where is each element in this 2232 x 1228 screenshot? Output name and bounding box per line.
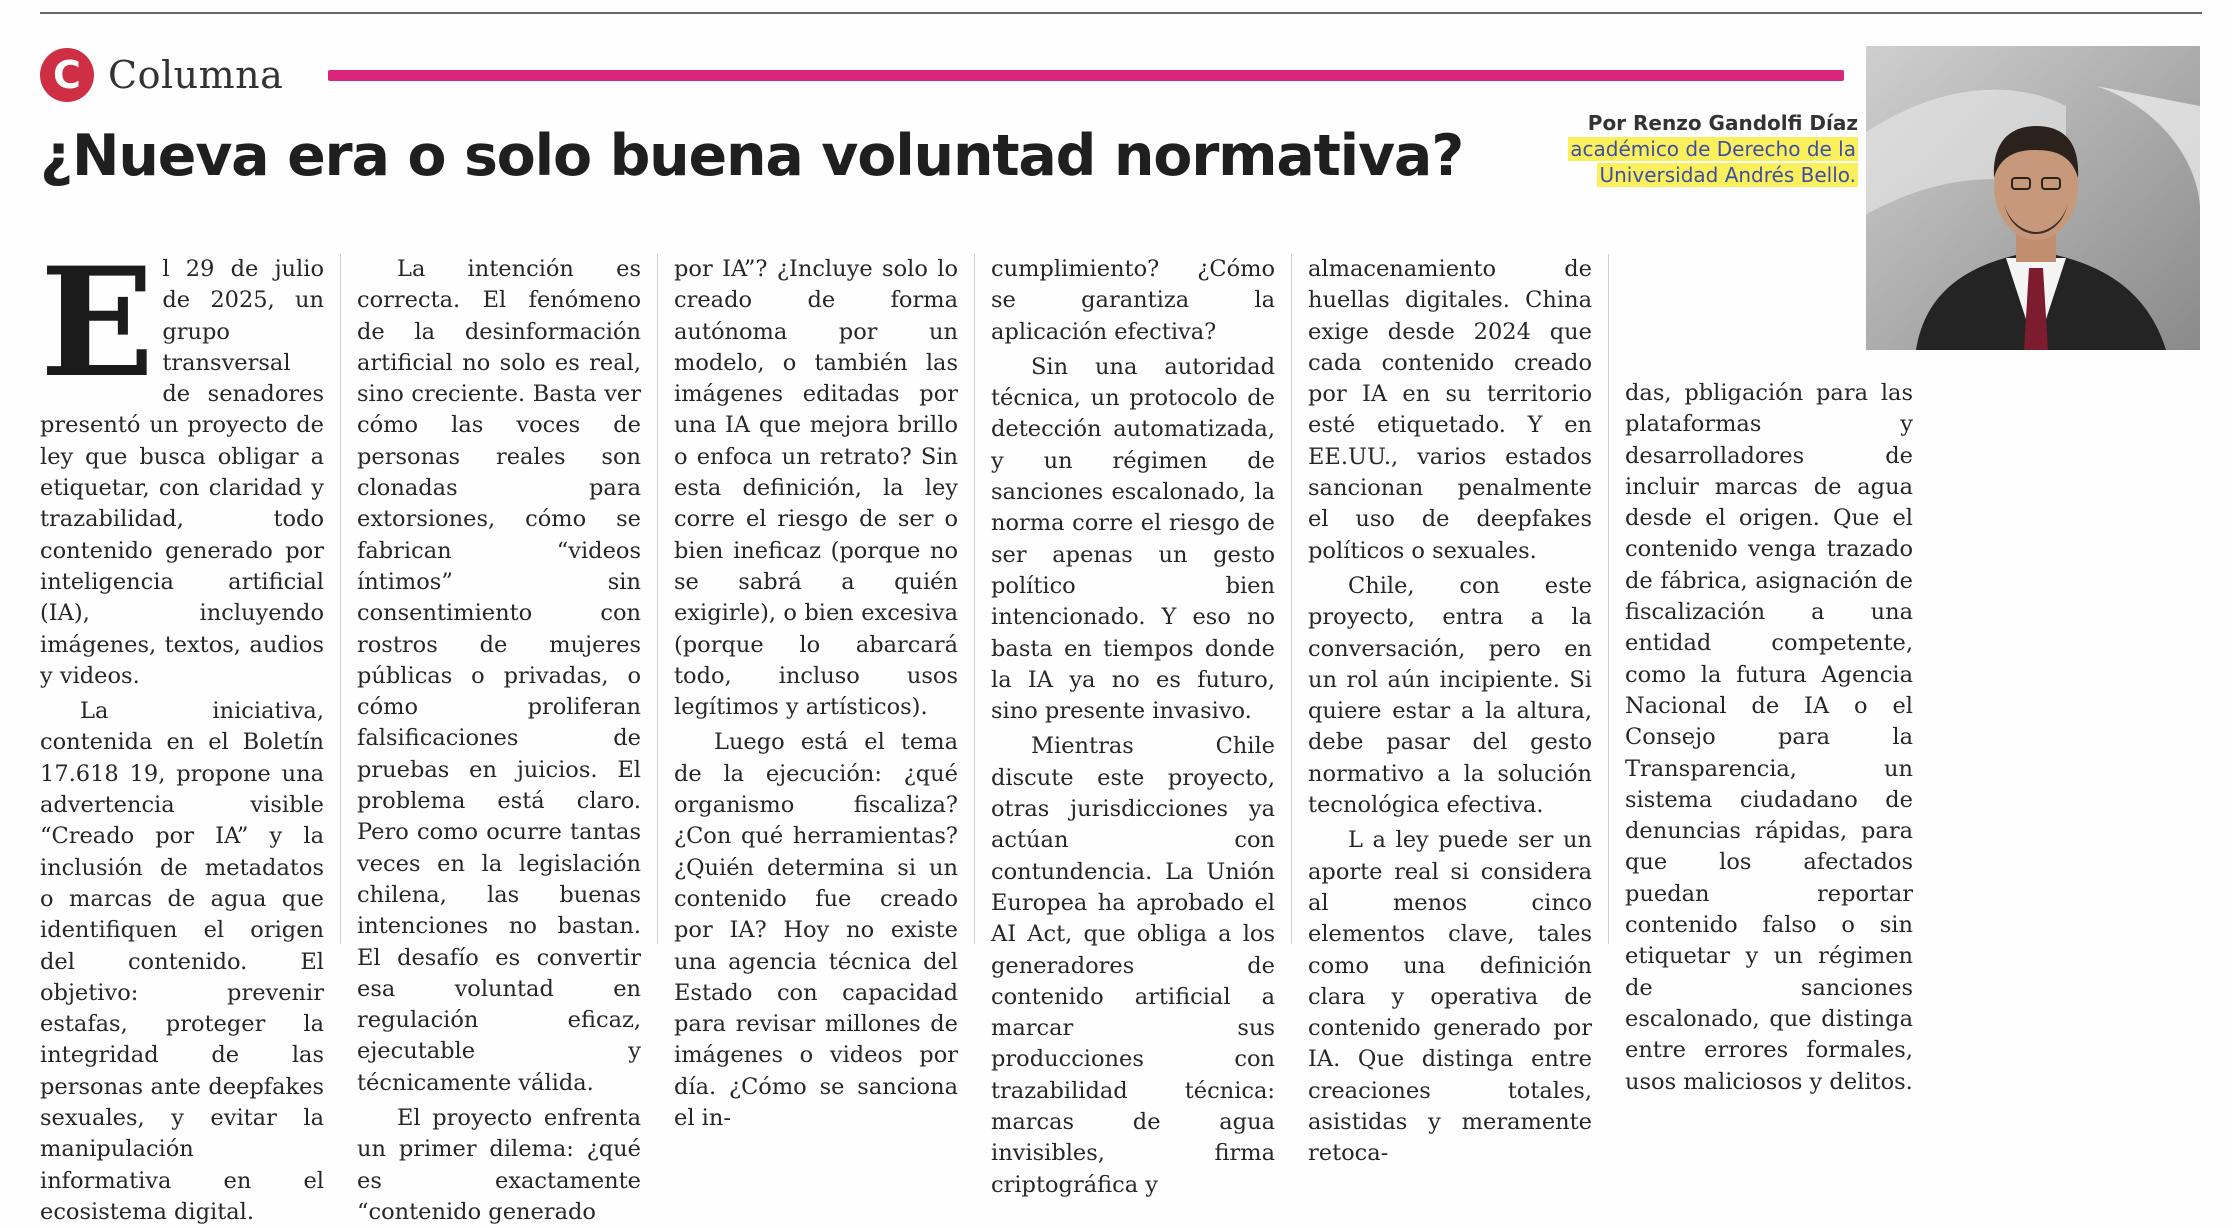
section-accent-bar <box>328 70 1844 81</box>
column-divider <box>340 254 341 944</box>
byline-role <box>1568 136 1858 188</box>
paragraph: Chile, con este proyecto, entra a la conversación, pero en un rol aún incipiente. Si quiere estar a la altura, debe pasar del gesto normativo a la solución tecnológica efectiva. <box>1308 572 1592 819</box>
column-divider <box>657 254 658 944</box>
byline-role-line2: Universidad Andrés Bello. <box>1599 163 1856 187</box>
paragraph: cumplimiento? ¿Cómo se garantiza la aplicación efectiva? <box>991 256 1275 345</box>
byline-role-line1: académico de Derecho de la <box>1570 137 1856 161</box>
paragraph: El proyecto enfrenta un primer dilema: ¿qué es exactamente “contenido generado <box>357 1105 641 1225</box>
paragraph: l 29 de julio de 2025, un grupo transversal de senadores presentó un proyecto de ley que busca obligar a etiquetar, con claridad y trazabilidad, todo contenido generado por inteligencia artificial (IA), incluyendo imágenes, textos, audios y videos. <box>40 256 324 689</box>
paragraph: almacenamiento de huellas digitales. China exige desde 2024 que cada contenido creado por IA en su territorio esté etiquetado. Y en EE.UU., varios estados sancionan penalmente el uso de deepfakes políticos o sexuales. <box>1308 256 1592 564</box>
paragraph: Luego está el tema de la ejecución: ¿qué organismo fiscaliza? ¿Con qué herramientas? ¿Quién determina si un contenido fue creado por IA? Hoy no existe una agencia técnica del Estado con capacidad para revisar millones de imágenes o videos por día. ¿Cómo se sanciona el in- <box>674 729 958 1132</box>
paragraph: das, pbligación para las plataformas y desarrolladores de incluir marcas de agua desde el origen. Que el contenido venga trazado de fábrica, asignación de fiscalización a una entidad competente, como la futura Agencia Nacional de IA o el Consejo para la Transparencia, un sistema ciudadano de denuncias rápidas, para que los afectados puedan reportar contenido falso o sin etiquetar y un régimen de sanciones escalonado, que distinga entre errores formales, usos maliciosos y delitos. <box>1625 380 1913 1095</box>
article-column-2 <box>357 254 641 1228</box>
section-label: Columna <box>108 53 284 97</box>
paragraph: por IA”? ¿Incluye solo lo creado de forma autónoma por un modelo, o también las imágenes editadas por una IA que mejora brillo o enfoca un retrato? Sin esta definición, la ley corre el riesgo de ser o bien ineficaz (porque no se sabrá a quién exigirle), o bien excesiva (porque lo abarcará todo, incluso usos legítimos y artísticos). <box>674 256 958 721</box>
top-rule <box>40 12 2202 14</box>
paragraph: Mientras Chile discute este proyecto, otras jurisdicciones ya actúan con contundencia. La Unión Europea ha aprobado el AI Act, que obliga a los generadores de contenido artificial a marcar sus producciones con trazabilidad técnica: marcas de agua invisibles, firma criptográfica y <box>991 733 1275 1198</box>
paragraph: Sin una autoridad técnica, un protocolo de detección automatizada, y un régimen de sanciones escalonado, la norma corre el riesgo de ser apenas un gesto político bien intencionado. Y eso no basta en tiempos donde la IA ya no es futuro, sino presente invasivo. <box>991 353 1275 725</box>
section-badge: C <box>40 48 94 102</box>
article-column-4 <box>991 254 1275 1201</box>
byline <box>1568 110 1858 188</box>
paragraph: La iniciativa, contenida en el Boletín 17.618 19, propone una advertencia visible “Creado por IA” y la inclusión de metadatos o marcas de agua que identifiquen el origen del contenido. El objetivo: prevenir estafas, proteger la integridad de las personas ante deepfakes sexuales, y evitar la manipulación informativa en el ecosistema digital. <box>40 698 324 1225</box>
dropcap-letter: E <box>40 235 155 411</box>
article-column-6 <box>1625 378 1913 1098</box>
article-column-5 <box>1308 254 1592 1170</box>
paragraph: L a ley puede ser un aporte real si considera al menos cinco elementos clave, tales como una definición clara y operativa de contenido generado por IA. Que distinga entre creaciones totales, asistidas y meramente retoca- <box>1308 827 1592 1167</box>
column-divider <box>1608 254 1609 944</box>
column-divider <box>974 254 975 944</box>
byline-author: Por Renzo Gandolfi Díaz <box>1587 111 1858 135</box>
article-column-1 <box>40 235 324 1228</box>
column-divider <box>1291 254 1292 944</box>
paragraph: La intención es correcta. El fenómeno de la desinformación artificial no solo es real, sino creciente. Basta ver cómo las voces de personas reales son clonadas para extorsiones, cómo se fabrican “videos íntimos” sin consentimiento con rostros de mujeres públicas o privadas, o cómo proliferan falsificaciones de pruebas en juicios. El problema está claro. Pero como ocurre tantas veces en la legislación chilena, las buenas intenciones no bastan. El desafío es convertir esa voluntad en regulación eficaz, ejecutable y técnicamente válida. <box>357 256 641 1096</box>
author-portrait-photo <box>1866 46 2200 350</box>
article-column-3 <box>674 254 958 1134</box>
headline: ¿Nueva era o solo buena voluntad normativa? <box>40 123 1464 189</box>
